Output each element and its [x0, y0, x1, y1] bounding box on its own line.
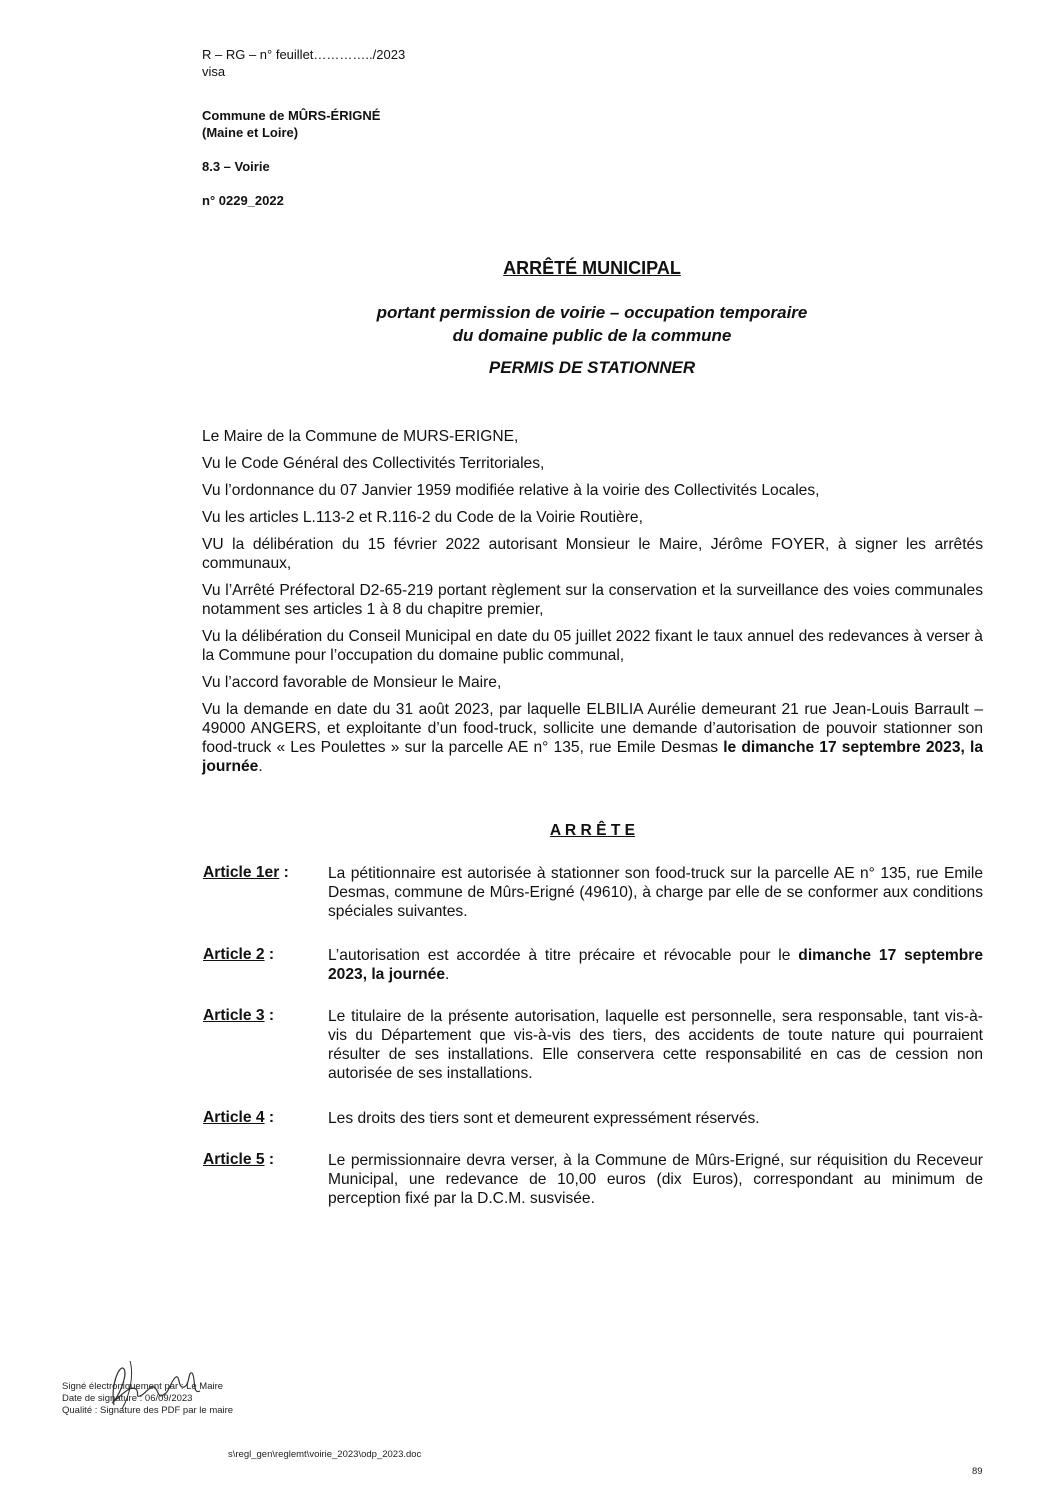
preamble-line: Vu l’ordonnance du 07 Janvier 1959 modifiée relative à la voirie des Collectivités Locales, — [202, 482, 820, 499]
page-number: 89 — [972, 1466, 983, 1477]
preamble-line: Vu la délibération du Conseil Municipal en date du 05 juillet 2022 fixant le taux annuel des redevances à verser à la Commune pour l’occupation du domaine public communal, — [202, 628, 983, 664]
reference-line: R – RG – n° feuillet…………../2023 — [202, 47, 406, 62]
document-title: ARRÊTÉ MUNICIPAL — [503, 258, 681, 278]
article-5-label: Article 5 : — [203, 1151, 275, 1168]
article-2-text: L’autorisation est accordée à titre précaire et révocable pour le dimanche 17 septembre 2023, la journée. — [328, 947, 983, 983]
article-3-text: Le titulaire de la présente autorisation, laquelle est personnelle, sera responsable, tant vis-à-vis du Département que vis-à-vis des tiers, des accidents de toute nature qui pourraient résulter de ses installations. Elle conservera cette responsabilité en cas de cession non autorisée de ses installations. — [328, 1008, 983, 1082]
visa-label: visa — [202, 64, 226, 79]
preamble — [202, 427, 983, 784]
commune-name: Commune de MÛRS-ÉRIGNÉ — [202, 108, 381, 123]
signature-signer: Signé électroniquement par : Le Maire — [62, 1381, 224, 1392]
preamble-line: VU la délibération du 15 février 2022 autorisant Monsieur le Maire, Jérôme FOYER, à signer les arrêtés communaux, — [202, 536, 983, 572]
article-4-label: Article 4 : — [203, 1109, 275, 1126]
request-text: Vu la demande en date du 31 août 2023, par laquelle ELBILIA Aurélie demeurant 21 rue Jean-Louis Barrault – 49000 ANGERS, et exploitante d’un food-truck, sollicite une demande d’autorisation de pouvoir stationner son food-truck « Les Poulettes » sur la parcelle AE n° 135, rue Emile Desmas — [202, 701, 983, 756]
signature-info — [62, 1381, 233, 1417]
signature-date: Date de signature : 06/09/2023 — [62, 1393, 193, 1404]
request-paragraph — [202, 700, 983, 776]
arrete-heading: A R R Ê T E — [549, 822, 636, 839]
preamble-line: Vu l’accord favorable de Monsieur le Maire, — [202, 674, 502, 691]
category-label: 8.3 – Voirie — [202, 159, 270, 174]
request-end: . — [258, 758, 263, 775]
article-5-text: Le permissionnaire devra verser, à la Commune de Mûrs-Erigné, sur réquisition du Receveur Municipal, une redevance de 10,00 euros (dix Euros), correspondant au minimum de perception fixé par la D.C.M. susvisée. — [328, 1152, 983, 1207]
document-subtitle-line2: du domaine public de la commune — [452, 326, 732, 345]
article-2-label: Article 2 : — [203, 946, 275, 963]
article-4-text: Les droits des tiers sont et demeurent expressément réservés. — [328, 1110, 760, 1127]
preamble-line: Vu les articles L.113-2 et R.116-2 du Code de la Voirie Routière, — [202, 509, 643, 526]
request-date: le dimanche 17 septembre 2023, la journée — [202, 739, 983, 775]
preamble-line: Le Maire de la Commune de MURS-ERIGNE, — [202, 428, 519, 445]
file-path: s\regl_gen\reglemt\voirie_2023\odp_2023.doc — [228, 1449, 422, 1460]
article-1-text: La pétitionnaire est autorisée à stationner son food-truck sur la parcelle AE n° 135, rue Emile Desmas, commune de Mûrs-Erigné (49610), à charge par elle de se conformer aux conditions spéciales suivantes. — [328, 865, 983, 920]
department-name: (Maine et Loire) — [202, 125, 299, 140]
decree-number: n° 0229_2022 — [202, 193, 284, 208]
preamble-line: Vu l’Arrêté Préfectoral D2-65-219 portant règlement sur la conservation et la surveillance des voies communales notamment ses articles 1 à 8 du chapitre premier, — [202, 582, 983, 618]
article-3-label: Article 3 : — [203, 1007, 275, 1024]
document-subtitle-line3: PERMIS DE STATIONNER — [488, 358, 696, 377]
document-subtitle-line1: portant permission de voirie – occupation temporaire — [376, 303, 808, 322]
preamble-line: Vu le Code Général des Collectivités Territoriales, — [202, 455, 545, 472]
signature-quality: Qualité : Signature des PDF par le maire — [62, 1405, 234, 1416]
article-1-label: Article 1er : — [203, 864, 289, 881]
